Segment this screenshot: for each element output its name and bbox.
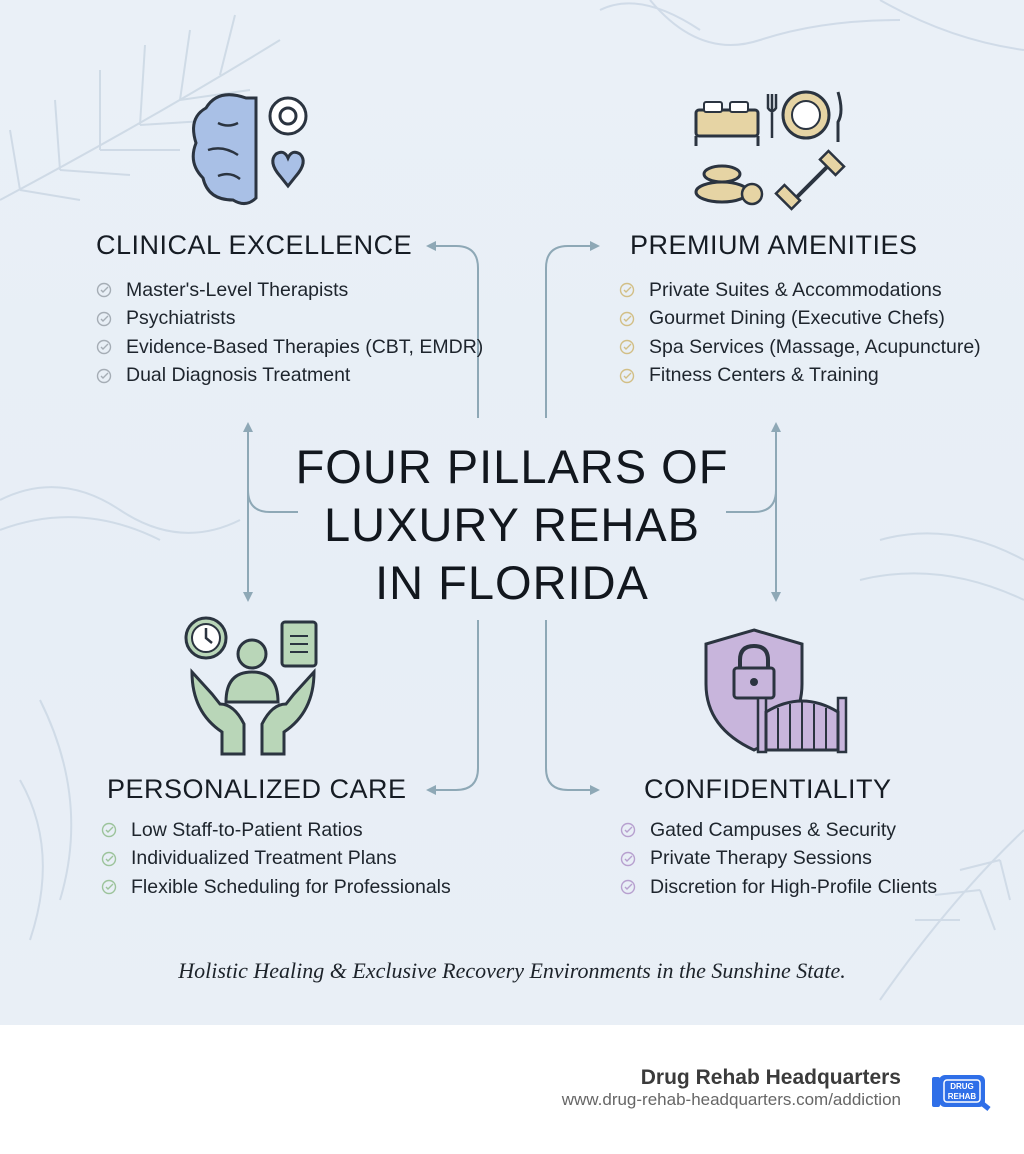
caring-hands-person-icon: [184, 612, 324, 756]
list-item: [619, 362, 981, 391]
list-item-text: Master's-Level Therapists: [126, 278, 349, 301]
check-circle-icon: [620, 822, 636, 838]
main-title: [262, 438, 762, 612]
list-item-text: Dual Diagnosis Treatment: [126, 364, 351, 387]
list-item: [101, 816, 451, 845]
title-line: LUXURY REHAB: [324, 498, 700, 551]
list-item: [96, 276, 483, 305]
check-circle-icon: [96, 311, 112, 327]
check-circle-icon: [619, 311, 635, 327]
list-item-text: Fitness Centers & Training: [649, 364, 879, 387]
list-item: [620, 845, 937, 874]
list-item: [101, 845, 451, 874]
list-item-text: Private Therapy Sessions: [650, 847, 872, 870]
personalized-care-list: [101, 816, 451, 902]
check-circle-icon: [619, 282, 635, 298]
brand-name: Drug Rehab Headquarters: [640, 1066, 901, 1089]
clinical-excellence-list: [96, 276, 483, 390]
list-item: [96, 333, 483, 362]
check-circle-icon: [620, 879, 636, 895]
check-circle-icon: [101, 879, 117, 895]
brain-gear-heart-icon: [188, 88, 320, 214]
list-item: [619, 333, 981, 362]
list-item: [620, 816, 937, 845]
list-item: [620, 873, 937, 902]
premium-amenities-heading: PREMIUM AMENITIES: [630, 230, 918, 260]
list-item: [96, 362, 483, 391]
list-item-text: Gourmet Dining (Executive Chefs): [649, 307, 945, 330]
tagline: Holistic Healing & Exclusive Recovery Environments in the Sunshine State.: [178, 958, 846, 983]
title-line: IN FLORIDA: [375, 556, 649, 609]
clinical-excellence-heading: CLINICAL EXCELLENCE: [96, 230, 413, 260]
list-item-text: Private Suites & Accommodations: [649, 278, 942, 301]
list-item-text: Low Staff-to-Patient Ratios: [131, 818, 363, 841]
title-line: FOUR PILLARS OF: [295, 440, 729, 493]
list-item-text: Discretion for High-Profile Clients: [650, 875, 938, 898]
list-item-text: Individualized Treatment Plans: [131, 847, 397, 870]
list-item-text: Psychiatrists: [126, 307, 236, 330]
check-circle-icon: [619, 368, 635, 384]
check-circle-icon: [101, 822, 117, 838]
list-item-text: Spa Services (Massage, Acupuncture): [649, 335, 981, 358]
list-item: [619, 276, 981, 305]
list-item: [619, 305, 981, 334]
check-circle-icon: [619, 339, 635, 355]
personalized-care-heading: PERSONALIZED CARE: [107, 774, 407, 804]
check-circle-icon: [620, 851, 636, 867]
bed-dining-spa-fitness-icon: [692, 88, 850, 214]
drug-rehab-hq-logo: [931, 1073, 993, 1111]
check-circle-icon: [101, 851, 117, 867]
list-item: [96, 305, 483, 334]
premium-amenities-list: [619, 276, 981, 390]
list-item-text: Gated Campuses & Security: [650, 818, 897, 841]
check-circle-icon: [96, 339, 112, 355]
check-circle-icon: [96, 368, 112, 384]
brand-url[interactable]: www.drug-rehab-headquarters.com/addiction: [561, 1090, 901, 1109]
confidentiality-list: [620, 816, 937, 902]
shield-lock-gate-icon: [702, 626, 852, 756]
svg-text:REHAB: REHAB: [947, 1092, 977, 1101]
confidentiality-heading: CONFIDENTIALITY: [644, 774, 892, 804]
list-item: [101, 873, 451, 902]
list-item-text: Flexible Scheduling for Professionals: [131, 875, 451, 898]
list-item-text: Evidence-Based Therapies (CBT, EMDR): [126, 335, 484, 358]
check-circle-icon: [96, 282, 112, 298]
svg-text:DRUG: DRUG: [950, 1082, 974, 1091]
